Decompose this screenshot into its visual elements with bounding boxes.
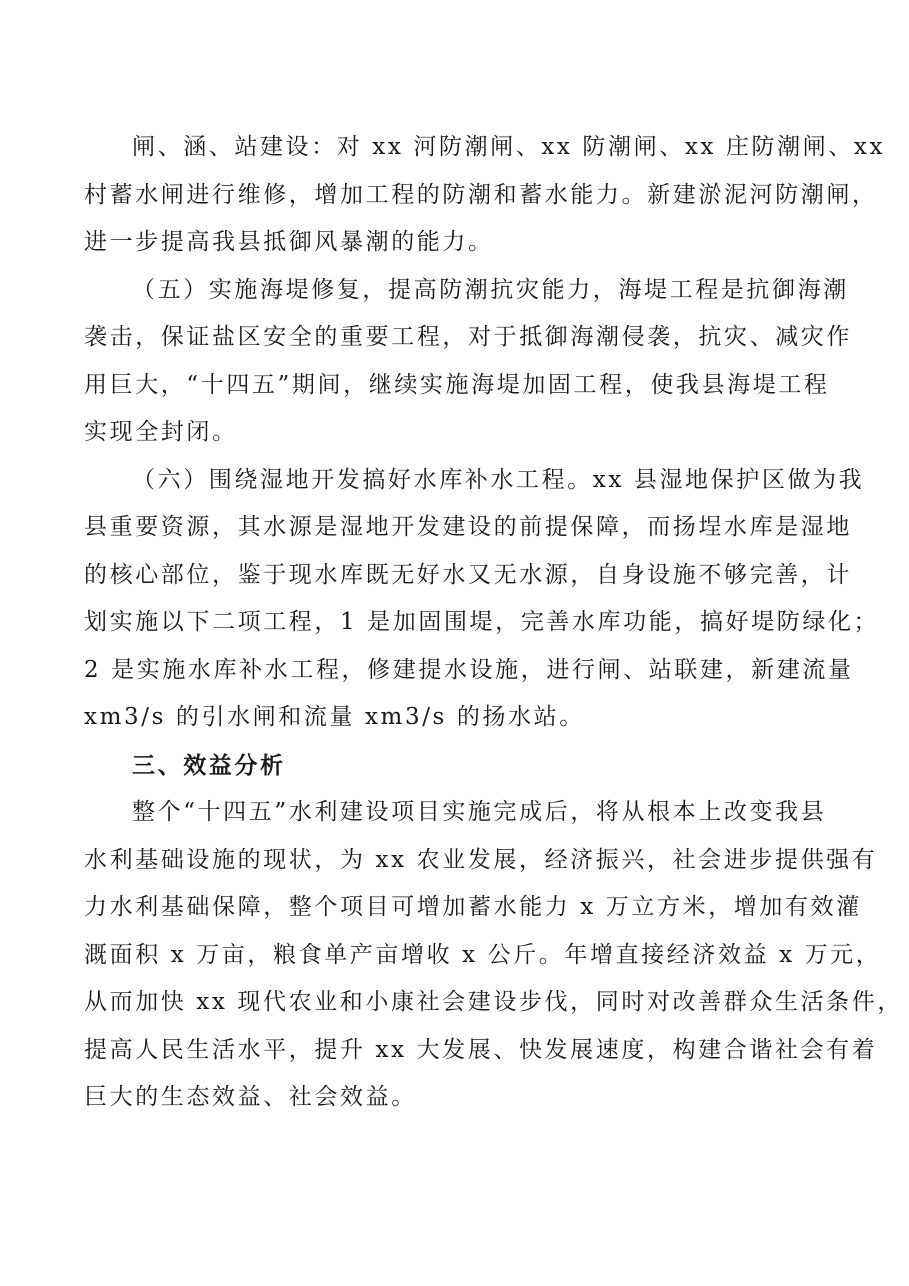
text-line: 溉面积 x 万亩，粮食单产亩增收 x 公斤。年增直接经济效益 x 万元， xyxy=(84,941,882,968)
text-line: 的核心部位，鉴于现水库既无好水又无水源，自身设施不够完善，计 xyxy=(84,561,852,588)
paragraph-seawall-repair xyxy=(84,267,852,457)
paragraph-benefit-analysis xyxy=(84,789,903,1122)
text-line: 从而加快 xx 现代农业和小康社会建设步伐，同时对改善群众生活条件， xyxy=(84,989,903,1015)
text-line: 闸、涵、站建设：对 xx 河防潮闸、xx 防潮闸、xx 庄防潮闸、xx xyxy=(132,134,886,160)
text-line: 力水利基础保障，整个项目可增加蓄水能力 x 万立方米，增加有效灌 xyxy=(84,894,862,920)
document-body xyxy=(84,124,903,1122)
paragraph-sluice-construction xyxy=(84,124,886,267)
text-line: 巨大的生态效益、社会效益。 xyxy=(84,1084,417,1110)
text-line: （六）围绕湿地开发搞好水库补水工程。xx 县湿地保护区做为我 xyxy=(132,466,865,493)
text-line: 用巨大，“十四五”期间，继续实施海堤加固工程，使我县海堤工程 xyxy=(84,371,830,398)
paragraph-reservoir-project xyxy=(84,457,880,742)
text-line: 村蓄水闸进行维修，增加工程的防潮和蓄水能力。新建淤泥河防潮闸， xyxy=(84,181,878,208)
text-line: （五）实施海堤修复，提高防潮抗灾能力，海堤工程是抗御海潮 xyxy=(132,276,849,303)
text-line: 进一步提高我县抵御风暴潮的能力。 xyxy=(84,229,494,255)
text-line: 县重要资源，其水源是湿地开发建设的前提保障，而扬埕水库是湿地 xyxy=(84,514,852,540)
text-line: 提高人民生活水平，提升 xx 大发展、快发展速度，构建合谐社会有着 xyxy=(84,1036,878,1063)
text-line: 水利基础设施的现状，为 xx 农业发展，经济振兴，社会进步提供强有 xyxy=(84,846,878,873)
text-line: 实现全封闭。 xyxy=(84,419,238,445)
text-line: xm3/s 的引水闸和流量 xm3/s 的扬水站。 xyxy=(84,704,585,730)
text-line: 2 是实施水库补水工程，修建提水设施，进行闸、站联建，新建流量 xyxy=(84,656,854,683)
text-line: 整个“十四五”水利建设项目实施完成后，将从根本上改变我县 xyxy=(132,799,827,825)
text-line: 袭击，保证盐区安全的重要工程，对于抵御海潮侵袭，抗灾、减灾作 xyxy=(84,324,852,350)
text-line: 划实施以下二项工程，1 是加固围堤，完善水库功能，搞好堤防绿化； xyxy=(84,609,880,635)
section-heading-benefit-analysis: 三、效益分析 xyxy=(132,751,286,779)
